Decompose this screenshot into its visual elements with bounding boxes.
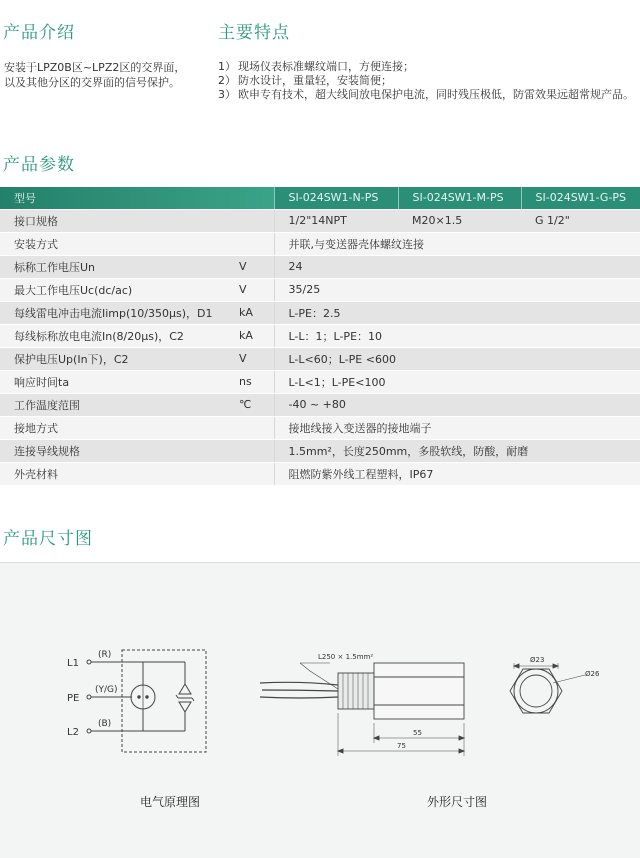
label-r: (R) xyxy=(98,650,112,660)
table-row: 接地方式 接地线接入变送器的接地端子 xyxy=(0,416,640,439)
schematic-labels xyxy=(67,650,118,738)
feature-item: 1） 现场仪表标准螺纹端口，方便连接； xyxy=(218,60,414,73)
wire-3 xyxy=(260,697,338,698)
wire-1 xyxy=(260,682,338,685)
electrical-schematic xyxy=(87,650,206,752)
features-title: 主要特点 xyxy=(218,23,290,43)
header-model-m: SI-024SW1-M-PS xyxy=(398,187,521,209)
intro-line-1: 安装于LPZ0B区~LPZ2区的交界面， xyxy=(4,61,186,74)
pe-terminal xyxy=(87,695,91,699)
label-dia-23: Ø23 xyxy=(530,656,545,664)
feature-item: 2） 防水设计，重量轻，安装简便； xyxy=(218,74,392,87)
table-row: 保护电压Up(In下)，C2 V L-L<60；L-PE <600 xyxy=(0,347,640,370)
feature-item: 3） 欧申专有技术，超大线间放电保护电流，同时残压极低，防雷效果远超常规产品。 xyxy=(218,88,634,101)
table-row: 响应时间ta ns L-L<1；L-PE<100 xyxy=(0,370,640,393)
dims-title: 产品尺寸图 xyxy=(3,529,93,549)
drawings-svg xyxy=(0,563,640,858)
outline-caption: 外形尺寸图 xyxy=(427,795,488,809)
label-dia-26: Ø26 xyxy=(585,670,600,678)
table-row: 安装方式 并联,与变送器壳体螺纹连接 xyxy=(0,232,640,255)
label-yg: (Y/G) xyxy=(95,685,118,695)
intro-text xyxy=(4,60,204,90)
label-dim-75: 75 xyxy=(397,742,406,750)
table-row: 标称工作电压Un V 24 xyxy=(0,255,640,278)
features-list xyxy=(218,60,636,102)
table-row: 每线雷电冲击电流Iimp(10/350μs)，D1 kA L-PE：2.5 xyxy=(0,301,640,324)
l1-terminal xyxy=(87,660,91,664)
hex-outline xyxy=(510,669,562,713)
outline-side-view xyxy=(260,663,464,756)
label-dim-55: 55 xyxy=(413,729,422,737)
schematic-caption: 电气原理图 xyxy=(140,795,201,809)
header-model: 型号 xyxy=(0,187,274,209)
l2-terminal xyxy=(87,729,91,733)
header-model-n: SI-024SW1-N-PS xyxy=(274,187,398,209)
table-row: 工作温度范围 ℃ -40 ~ +80 xyxy=(0,393,640,416)
label-cable-spec: L250 × 1.5mm² xyxy=(318,653,374,661)
label-pe: PE xyxy=(67,693,80,704)
table-row: 每线标称放电电流In(8/20μs)，C2 kA L-L：1；L-PE：10 xyxy=(0,324,640,347)
table-row: 连接导线规格 1.5mm²，长度250mm，多股软线，防酸，耐磨 xyxy=(0,439,640,462)
dimension-drawings-panel xyxy=(0,562,640,858)
wire-2 xyxy=(262,690,338,691)
table-row: 最大工作电压Uc(dc/ac) V 35/25 xyxy=(0,278,640,301)
label-l2: L2 xyxy=(67,727,79,738)
table-row: 接口规格 1/2"14NPT M20×1.5 G 1/2" xyxy=(0,209,640,232)
intro-title: 产品介绍 xyxy=(3,23,75,43)
intro-line-2: 以及其他分区的交界面的信号保护。 xyxy=(4,76,180,89)
outline-end-view xyxy=(510,663,585,713)
label-l1: L1 xyxy=(67,658,79,669)
table-header-row xyxy=(0,187,640,209)
params-title: 产品参数 xyxy=(3,155,75,175)
header-model-g: SI-024SW1-G-PS xyxy=(521,187,640,209)
params-table xyxy=(0,187,640,486)
label-b: (B) xyxy=(98,719,112,729)
thread-part xyxy=(338,673,374,709)
table-row: 外壳材料 阻燃防紫外线工程塑料，IP67 xyxy=(0,462,640,485)
tvs-diode-symbol xyxy=(176,684,194,712)
hex-body xyxy=(374,663,464,719)
